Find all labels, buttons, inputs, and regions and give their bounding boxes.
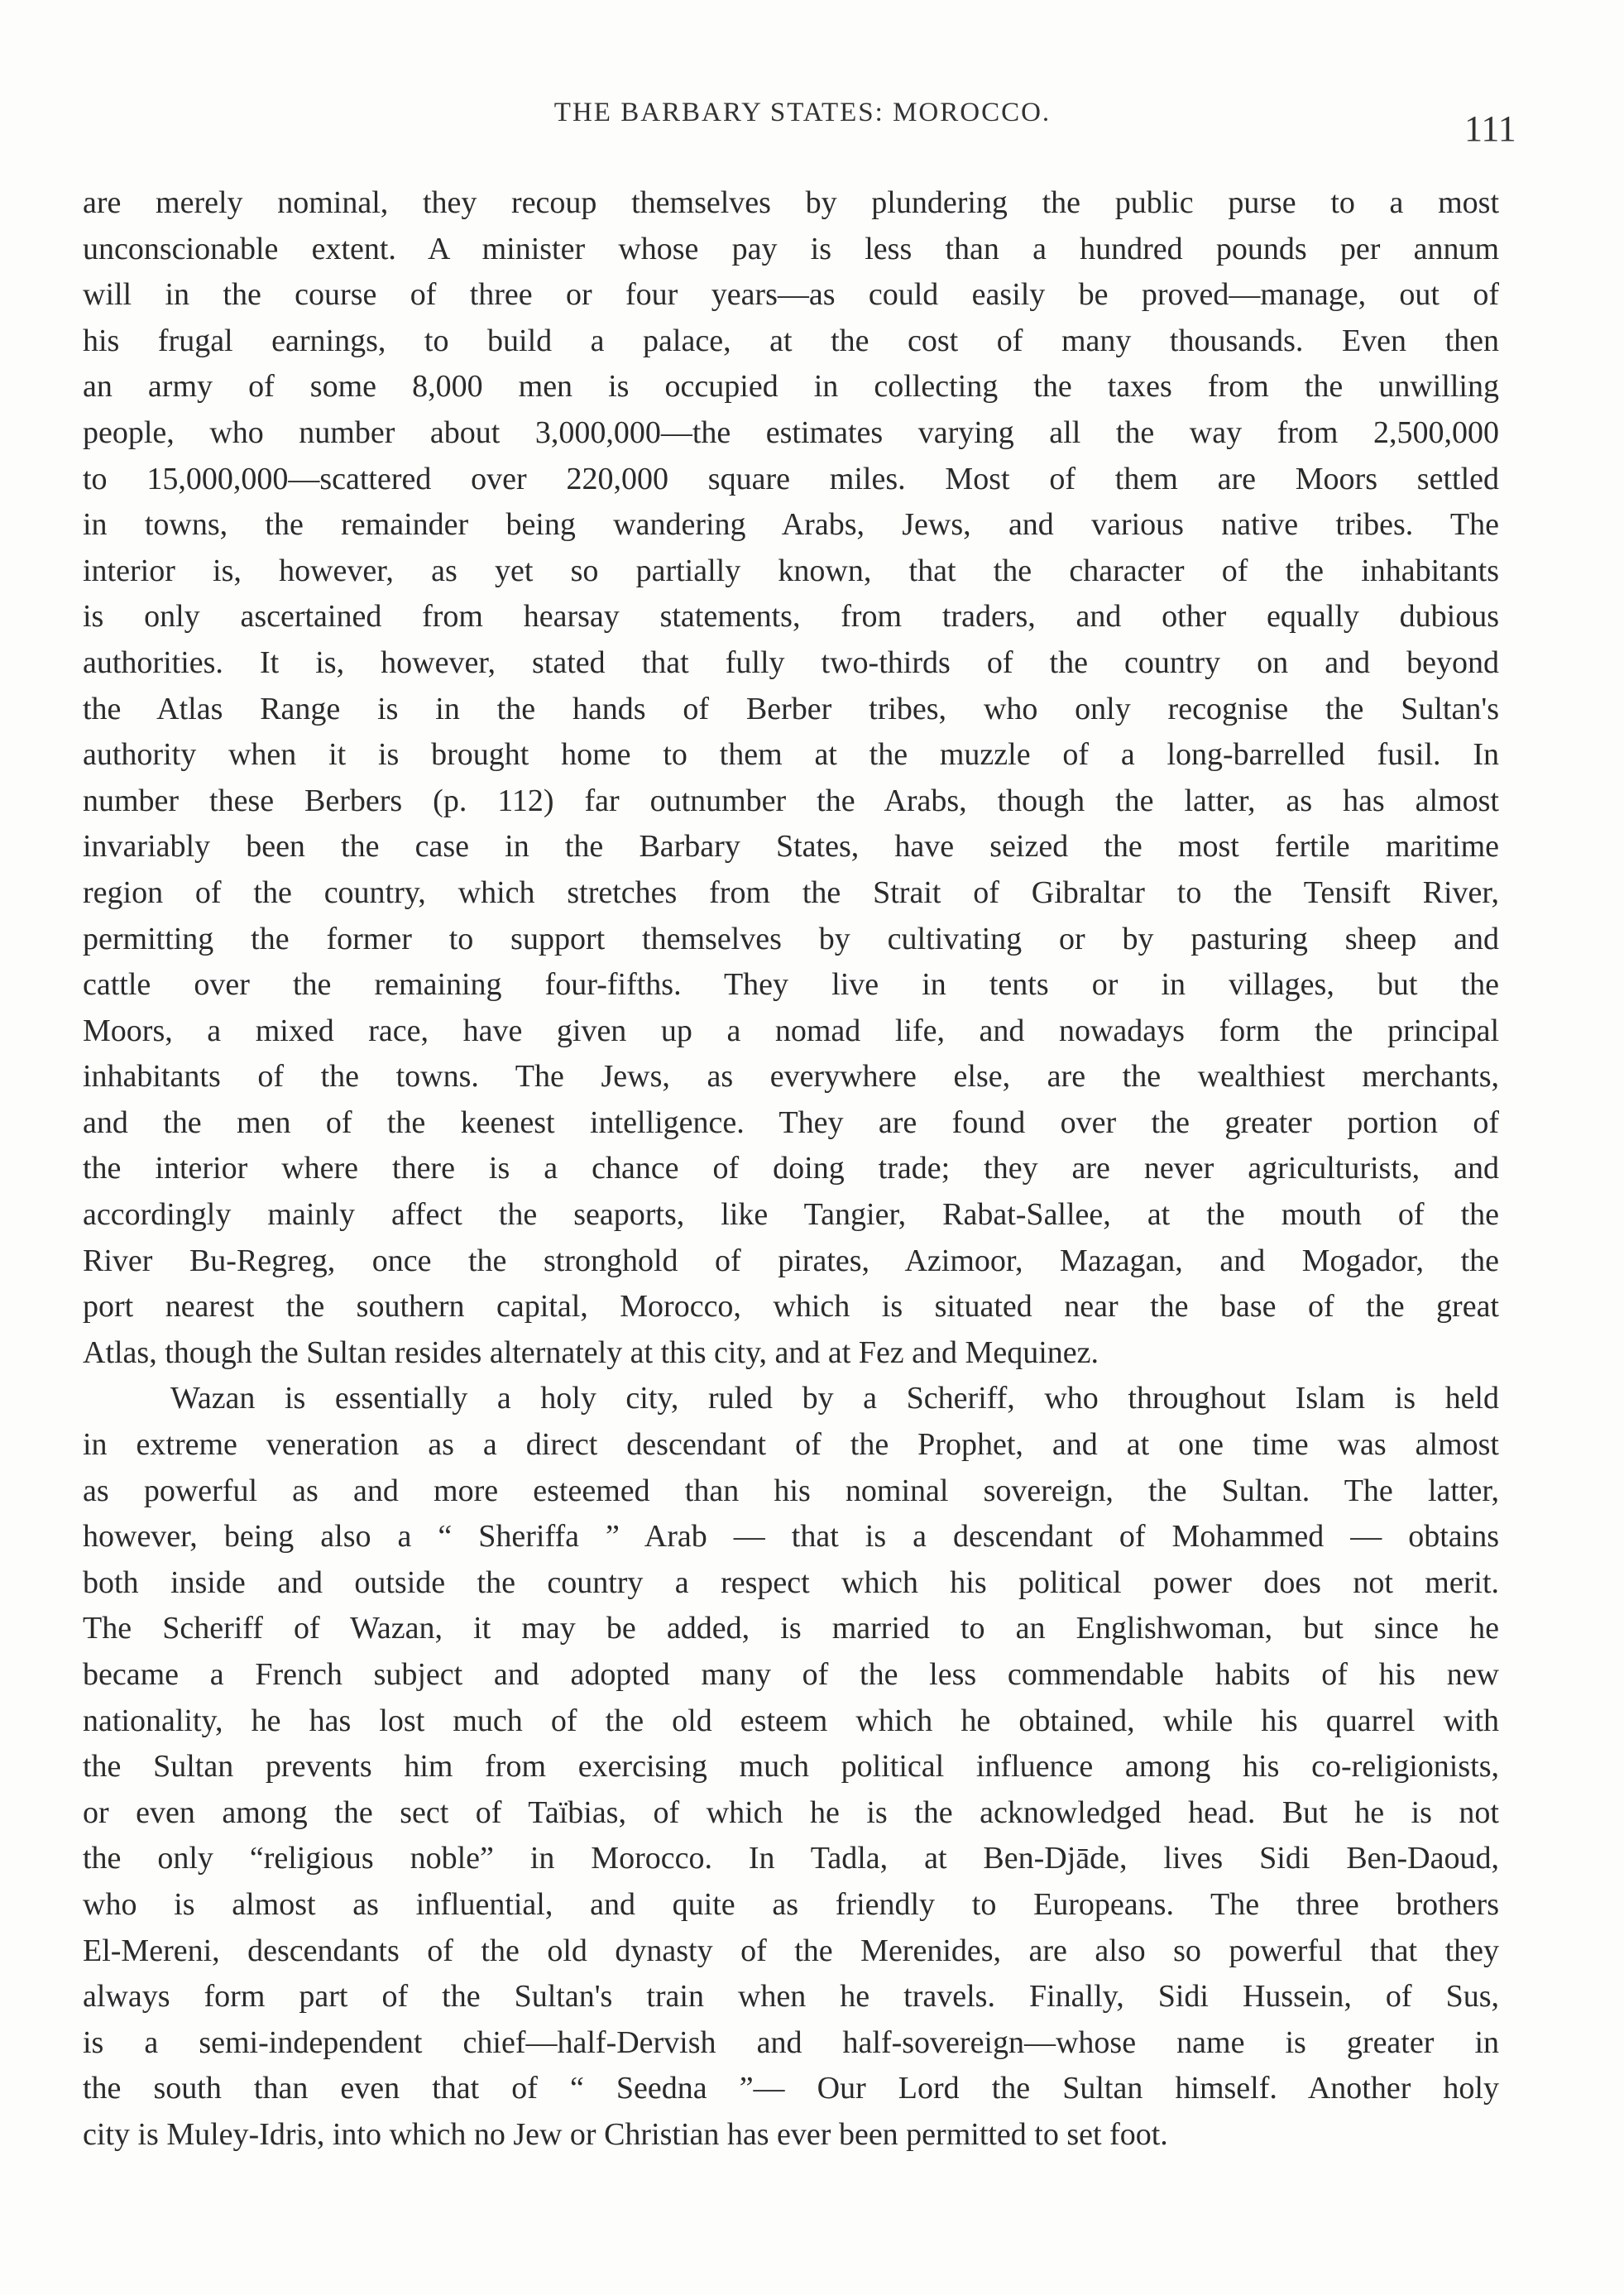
text-line: permitting the former to support themselves by cultivating or by pasturing sheep and [83, 921, 1499, 956]
body-text [83, 180, 1499, 2158]
text-line: cattle over the remaining four-fifths. They live in tents or in villages, but the [83, 967, 1499, 1003]
text-line: however, being also a “ Sheriffa ” Arab — that is a descendant of Mohammed — obtains [83, 1519, 1499, 1555]
text-line: accordingly mainly affect the seaports, like Tangier, Rabat-Sallee, at the mouth of the [83, 1197, 1499, 1233]
text-line: authorities. It is, however, stated that fully two-thirds of the country on and beyond [83, 644, 1499, 680]
running-title: THE BARBARY STATES: MOROCCO. [553, 98, 1052, 127]
text-line: became a French subject and adopted many of the less commendable habits of his new [83, 1657, 1499, 1692]
text-line: people, who number about 3,000,000—the estimates varying all the way from 2,500,000 [83, 414, 1499, 450]
text-line: to 15,000,000—scattered over 220,000 square miles. Most of them are Moors settled [83, 461, 1499, 496]
text-line: as powerful as and more esteemed than his nominal sovereign, the Sultan. The latter, [83, 1473, 1499, 1508]
text-line: the south than even that of “ Seedna ”— Our Lord the Sultan himself. Another holy [83, 2071, 1499, 2106]
text-line: is only ascertained from hearsay statements, from traders, and other equally dubious [83, 599, 1499, 635]
text-line: who is almost as influential, and quite as friendly to Europeans. The three brothers [83, 1886, 1499, 1922]
running-head [0, 98, 1624, 147]
text-line: an army of some 8,000 men is occupied in collecting the taxes from the unwilling [83, 369, 1499, 405]
text-line: inhabitants of the towns. The Jews, as everywhere else, are the wealthiest merchants, [83, 1059, 1499, 1095]
text-line: authority when it is brought home to them at the muzzle of a long-barrelled fusil. In [83, 737, 1499, 773]
text-line: region of the country, which stretches from the Strait of Gibraltar to the Tensift River, [83, 874, 1499, 910]
text-line: the only “religious noble” in Morocco. In Tadla, at Ben-Djāde, lives Sidi Ben-Daoud, [83, 1841, 1499, 1876]
text-line: the Atlas Range is in the hands of Berber tribes, who only recognise the Sultan's [83, 691, 1499, 726]
text-line: will in the course of three or four years—as could easily be proved—manage, out of [83, 277, 1499, 313]
text-line: port nearest the southern capital, Morocco, which is situated near the base of the great [83, 1289, 1499, 1325]
text-line: are merely nominal, they recoup themselves by plundering the public purse to a most [83, 185, 1499, 220]
text-line: always form part of the Sultan's train when he travels. Finally, Sidi Hussein, of Sus, [83, 1979, 1499, 2015]
text-line: number these Berbers (p. 112) far outnumber the Arabs, though the latter, as has almost [83, 783, 1499, 818]
text-line: invariably been the case in the Barbary States, have seized the most fertile maritime [83, 829, 1499, 865]
text-line: the interior where there is a chance of doing trade; they are never agriculturists, and [83, 1151, 1499, 1186]
text-line: nationality, he has lost much of the old esteem which he obtained, while his quarrel with [83, 1703, 1499, 1738]
text-line: or even among the sect of Taïbias, of which he is the acknowledged head. But he is not [83, 1794, 1499, 1830]
text-line: and the men of the keenest intelligence. They are found over the greater portion of [83, 1104, 1499, 1140]
text-line: the Sultan prevents him from exercising much political influence among his co-religionists, [83, 1749, 1499, 1785]
text-line: his frugal earnings, to build a palace, at the cost of many thousands. Even then [83, 323, 1499, 358]
text-line: Moors, a mixed race, have given up a nomad life, and nowadays form the principal [83, 1013, 1499, 1048]
text-line: both inside and outside the country a respect which his political power does not merit. [83, 1564, 1499, 1600]
text-line-paragraph-start: Wazan is essentially a holy city, ruled by a Scheriff, who throughout Islam is held [170, 1381, 1499, 1416]
text-line: interior is, however, as yet so partially known, that the character of the inhabitants [83, 553, 1499, 588]
text-line: Atlas, though the Sultan resides alternately at this city, and at Fez and Mequinez. [83, 1334, 1099, 1370]
text-line: city is Muley-Idris, into which no Jew or Christian has ever been permitted to set foot. [83, 2116, 1168, 2152]
text-line: in extreme veneration as a direct descendant of the Prophet, and at one time was almost [83, 1427, 1499, 1463]
text-line: unconscionable extent. A minister whose pay is less than a hundred pounds per annum [83, 231, 1499, 266]
text-line: River Bu-Regreg, once the stronghold of pirates, Azimoor, Mazagan, and Mogador, the [83, 1243, 1499, 1278]
text-line: in towns, the remainder being wandering Arabs, Jews, and various native tribes. The [83, 507, 1499, 543]
page-number: 111 [1464, 108, 1516, 149]
text-line: El-Mereni, descendants of the old dynasty of the Merenides, are also so powerful that they [83, 1933, 1499, 1968]
text-line: The Scheriff of Wazan, it may be added, is married to an Englishwoman, but since he [83, 1611, 1499, 1646]
text-line: is a semi-independent chief—half-Dervish and half-sovereign—whose name is greater in [83, 2024, 1499, 2060]
